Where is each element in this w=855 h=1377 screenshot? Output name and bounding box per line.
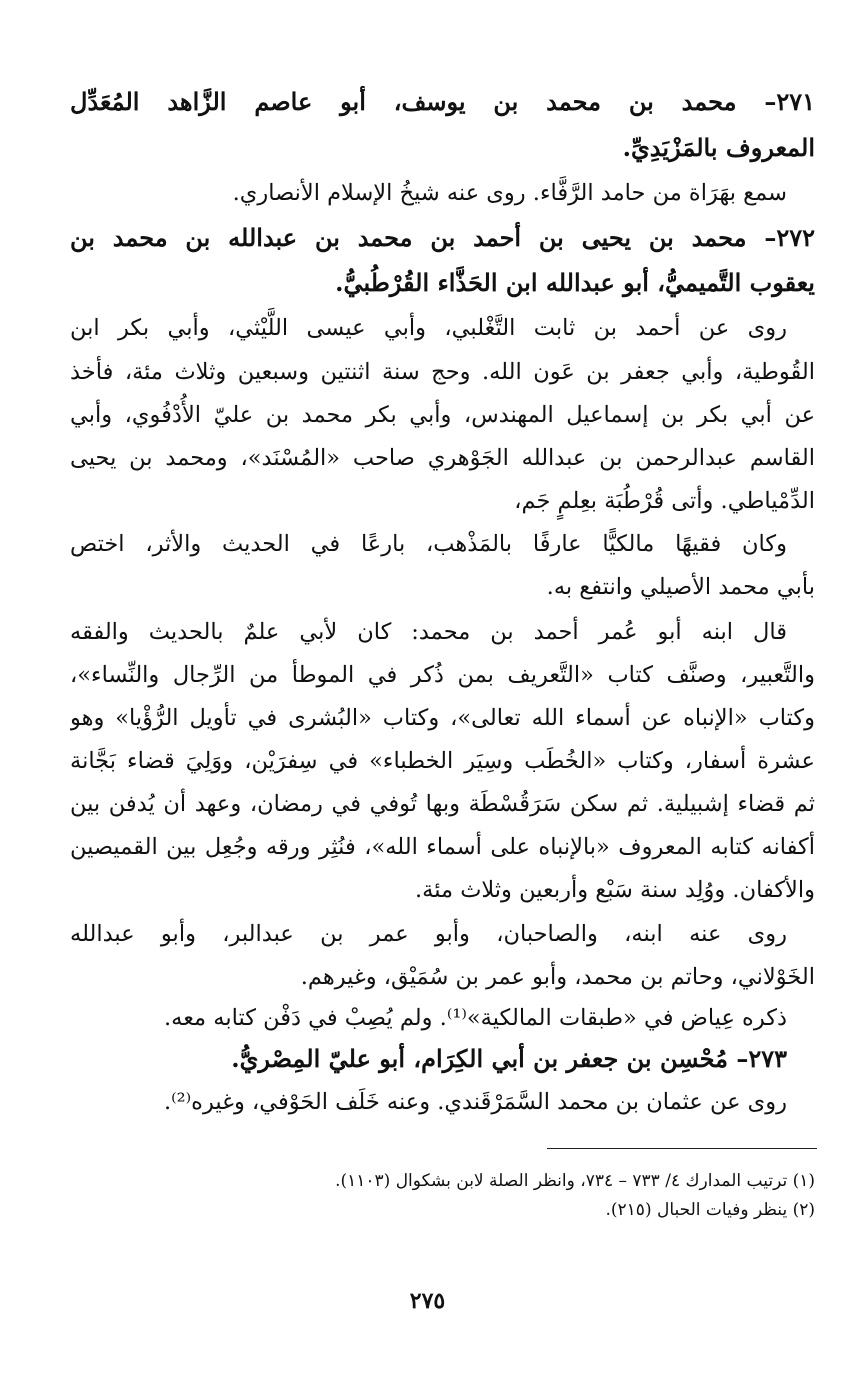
entry-272-para-1-line-3: عن أبي بكر بن إسماعيل المهندس، وأبي بكر محمد بن عليّ الأُدْفُوي، وأبي <box>70 402 815 428</box>
entry-272-para-1-line-2: القُوطية، وأبي جعفر بن عَون الله. وحج سنة اثنتين وسبعين وثلاث مئة، فأخذ <box>70 359 815 385</box>
entry-272-para-1-line-1: روى عن أحمد بن ثابت التَّغْلبي، وأبي عيسى اللَّيْثي، وأبي بكر ابن <box>70 315 787 341</box>
entry-271-heading-line-2: المعروف بالمَزْيَدِيِّ. <box>622 133 815 162</box>
footnote-1: (١) ترتيب المدارك ٤/ ٧٣٣ – ٧٣٤، وانظر الصلة لابن بشكوال (١١٠٣). <box>335 1171 815 1191</box>
entry-271-text: سمع بهَرَاة من حامد الرَّفَّاء. روى عنه شيخُ الإسلام الأنصاري. <box>232 180 787 206</box>
entry-273-heading: ٢٧٣– مُحْسِن بن جعفر بن أبي الكِرَام، أبو عليّ المِصْريُّ. <box>231 1044 787 1073</box>
entry-272-para-3-line-5: ثم قضاء إشبيلية. ثم سكن سَرَقُسْطَة وبها تُوفي في رمضان، وعهد أن يُدفن بين <box>70 791 815 817</box>
entry-272-para-3-line-6: أكفانه كتابه المعروف «بالإنباه على أسماء الله»، فنُثِر ورقه وجُعِل بين القميصين <box>70 834 815 860</box>
entry-273-text: روى عن عثمان بن محمد السَّمَرْقَندي. وعنه خَلَف الحَوْفي، وغيره⁽²⁾. <box>163 1089 787 1115</box>
entry-271-heading-line-1: ٢٧١– محمد بن محمد بن يوسف، أبو عاصم الزَّاهد المُعَدِّل <box>70 87 815 116</box>
entry-272-para-1-line-4: القاسم عبدالرحمن بن عبدالله الجَوْهري صاحب «المُسْنَد»، ومحمد بن يحيى <box>70 445 815 471</box>
entry-272-para-2-line-1: وكان فقيهًا مالكيًّا عارفًا بالمَذْهب، بارعًا في الحديث والأثر، اختص <box>70 531 787 557</box>
entry-272-para-4-line-1: روى عنه ابنه، والصاحبان، وأبو عمر بن عبدالبر، وأبو عبدالله <box>70 921 787 947</box>
entry-272-para-3-line-7: والأكفان. ووُلِد سنة سَبْع وأربعين وثلاث مئة. <box>414 877 815 903</box>
entry-272-para-1-line-5: الدِّمْياطي. وأتى قُرْطُبَة بعِلمٍ جَم، <box>514 488 815 514</box>
footnote-2: (٢) ينظر وفيات الحبال (٢١٥). <box>605 1200 815 1220</box>
entry-272-para-3-line-2: والتَّعبير، وصنَّف كتاب «التَّعريف بمن ذُكر في الموطأ من الرِّجال والنِّساء»، <box>70 662 815 688</box>
entry-272-heading-line-1: ٢٧٢– محمد بن يحيى بن أحمد بن محمد بن عبدالله بن محمد بن <box>70 223 815 252</box>
entry-272-para-3-line-3: وكتاب «الإنباه عن أسماء الله تعالى»، وكتاب «البُشرى في تأويل الرُّؤْيا» وهو <box>70 705 815 731</box>
entry-272-para-3-line-1: قال ابنه أبو عُمر أحمد بن محمد: كان لأبي علمٌ بالحديث والفقه <box>70 619 787 645</box>
page-number: ٢٧٥ <box>409 1288 446 1314</box>
entry-272-para-3-line-4: عشرة أسفار، وكتاب «الخُطَب وسِيَر الخطباء» في سِفرَيْن، ووَلِيَ قضاء بَجَّانة <box>70 748 815 774</box>
entry-272-heading-line-2: يعقوب التَّميميُّ، أبو عبدالله ابن الحَذَّاء القُرْطُبيُّ. <box>335 268 815 297</box>
entry-272-para-4-line-2: الخَوْلاني، وحاتم بن محمد، وأبو عمر بن سُمَيْق، وغيرهم. <box>300 964 815 990</box>
entry-272-para-5: ذكره عِياض في «طبقات المالكية»⁽¹⁾. ولم يُصِبْ في دَفْن كتابه معه. <box>163 1005 787 1031</box>
entry-272-para-2-line-2: بأبي محمد الأصيلي وانتفع به. <box>546 574 815 600</box>
footnote-separator <box>547 1148 817 1149</box>
